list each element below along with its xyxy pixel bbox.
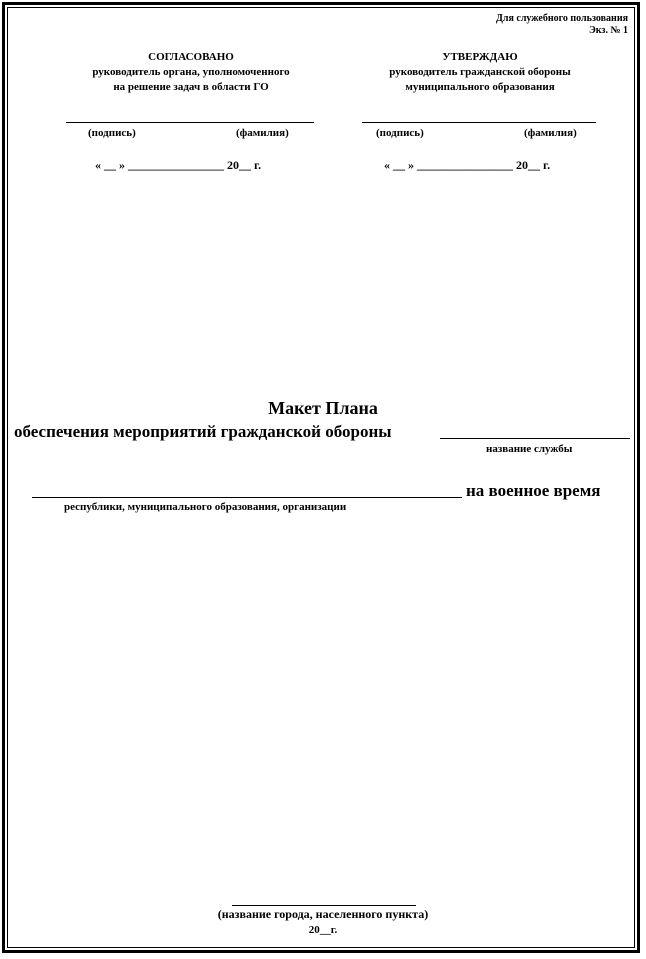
service-name-blank (440, 438, 630, 439)
wartime-label: на военное время (466, 481, 601, 500)
agreed-position-line1: руководитель органа, уполномоченного (92, 66, 290, 78)
approve-date-line: « __ » ________________ 20__ г. (384, 158, 551, 172)
classification-stamp (496, 13, 628, 37)
entity-caption: республики, муниципального образования, организации (64, 501, 347, 513)
stamp-restriction: Для служебного пользования (495, 13, 628, 24)
approve-position-line1: руководитель гражданской обороны (389, 66, 571, 78)
stamp-copy-number: Экз. № 1 (589, 25, 628, 36)
agreed-date-line: « __ » ________________ 20__ г. (95, 158, 262, 172)
agreed-surname-label: (фамилия) (236, 127, 289, 139)
document-subtitle: обеспечения мероприятий гражданской обороны (14, 422, 392, 441)
approve-heading: УТВЕРЖДАЮ (442, 51, 518, 63)
agreed-heading: СОГЛАСОВАНО (148, 51, 234, 63)
approve-position-line2: муниципального образования (405, 81, 555, 93)
city-caption: (название города, населенного пункта) (217, 907, 429, 921)
agreed-position-line2: на решение задач в области ГО (113, 81, 269, 93)
city-name-blank (232, 905, 416, 906)
entity-name-blank (32, 497, 462, 498)
service-name-caption: название службы (486, 443, 573, 455)
approval-block-agreed (58, 50, 324, 95)
approve-signature-line (362, 122, 596, 123)
approve-surname-label: (фамилия) (524, 127, 577, 139)
approval-block-approve (352, 50, 608, 95)
approve-signature-label: (подпись) (376, 127, 424, 139)
agreed-signature-label: (подпись) (88, 127, 136, 139)
document-title: Макет Плана (268, 398, 378, 418)
document-year: 20__г. (308, 924, 338, 936)
page-inner-border (7, 7, 635, 948)
agreed-signature-line (66, 122, 314, 123)
